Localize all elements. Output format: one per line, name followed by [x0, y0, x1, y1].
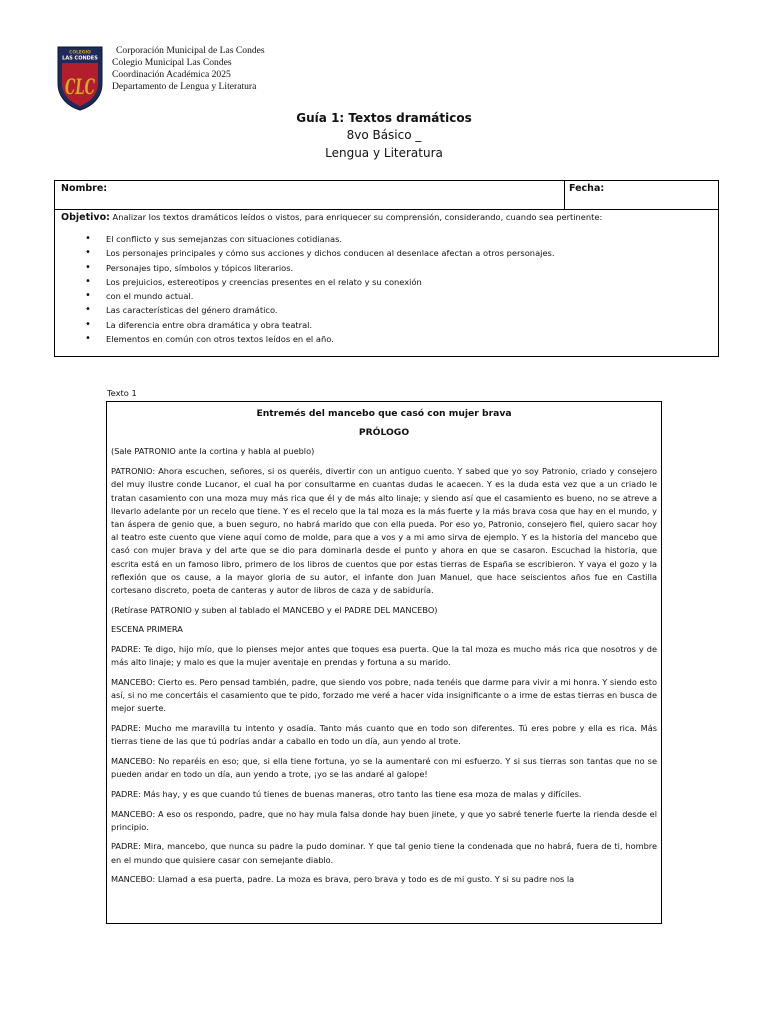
objective-label: Objetivo:: [61, 212, 110, 223]
text-label: Texto 1: [107, 388, 137, 398]
name-date-row: [55, 181, 718, 210]
logo-monogram: CLC: [65, 74, 96, 99]
list-item: • La diferencia entre obra dramática y obra teatral.: [61, 318, 712, 332]
paragraph: (Sale PATRONIO ante la cortina y habla al pueblo): [111, 446, 315, 457]
paragraph: MANCEBO: Cierto es. Pero pensad también, padre, que siendo vos pobre, nada tenéis que darme para vivir a mi honra. Y siendo esto así, si no me concertáis el casamiento que te pido, forzado me veré a hacer vida insignificante o a irme de estas tierras en busca de mejor suerte.: [111, 676, 657, 714]
list-item: • Elementos en común con otros textos leídos en el año.: [61, 332, 712, 346]
play-title: Entremés del mancebo que casó con mujer brava: [256, 408, 512, 419]
paragraph: PADRE: Te digo, hijo mío, que lo pienses mejor antes que toques esa puerta. Que la tal moza es mucho más rica que nosotros y de más alto linaje; y malo es que la mujer aventaje en prendas y fortuna a su marido.: [111, 644, 657, 668]
letterhead-line: Colegio Municipal Las Condes: [112, 57, 232, 68]
subject-label: Lengua y Literatura: [325, 146, 443, 160]
paragraph: MANCEBO: A eso os respondo, padre, que no hay mula falsa donde hay buen jinete, y que yo sabré tenerle fuerte la rienda desde el principio.: [111, 808, 657, 832]
list-item: • con el mundo actual.: [61, 289, 712, 303]
paragraph: PATRONIO: Ahora escuchen, señores, si os queréis, divertir con un antiguo cuento. Y sabed que yo soy Patronio, criado y consejero del muy ilustre conde Lucanor, el cual ha por consultarme en cuantas dudas le acaecen. Y es la duda esta vez que a un criado le tratan casamiento con una moza muy más rica que él y de más alto linaje; y siendo así que el casamiento es bueno, no se atreve a llevarlo adelante por un recelo que tiene. Y es el recelo que la tal moza es la más fuerte y la más brava cosa que hay en el mundo, y tan áspera de genio que, a buen seguro, no habrá marido que con ella pueda. Por eso yo, Patronio, consejero fiel, quiero sacar hoy al teatro este cuento que viene aquí como de molde, para que a vos y a mi amo sirva de ejemplo. Y es la historia del mancebo que casó con mujer brava y del arte que se dio para dominarla desde el punto y ahora en que se casaron. Escuchad la historia, que escrita está en un famoso libro, primero de los libros de cuentos que por estas tierras de España se escribieron. Y vaya el gozo y la reflexión que os cause, a la mayor gloria de su autor, el infante don Juan Manuel, que hace seiscientos años fue en Castilla cortesano discreto, poeta de canteras y autor de libros de caza y de sabiduría.: [111, 466, 657, 595]
objective-section: [55, 210, 718, 347]
paragraph: ESCENA PRIMERA: [111, 624, 183, 635]
objective-text: Analizar los textos dramáticos leídos o vistos, para enriquecer su comprensión, considerando, cuando sea pertinente:: [112, 212, 603, 222]
paragraph: (Retírase PATRONIO y suben al tablado el MANCEBO y el PADRE DEL MANCEBO): [111, 604, 438, 615]
list-item: • El conflicto y sus semejanzas con situaciones cotidianas.: [61, 232, 712, 246]
name-field[interactable]: [55, 181, 565, 209]
paragraph: PADRE: Mucho me maravilla tu intento y osadía. Tanto más cuanto que en todo son diferentes. Tú eres pobre y ella es rica. Más tierras tiene de las que tú podrías andar a caballo en todo un día, aun yendo al trote.: [111, 723, 657, 747]
logo-location-label: LAS CONDES: [62, 55, 98, 62]
paragraph: MANCEBO: Llamad a esa puerta, padre. La moza es brava, pero brava y todo es de mi gusto. Y si su padre nos la: [111, 874, 575, 885]
letterhead-line: Corporación Municipal de Las Condes: [116, 45, 265, 56]
student-info-box: [54, 180, 719, 357]
logo-school-label: COLEGIO: [69, 50, 91, 56]
letterhead-line: Departamento de Lengua y Literatura: [112, 81, 257, 92]
list-item: • Personajes tipo, símbolos y tópicos literarios.: [61, 261, 712, 275]
school-crest-logo: [56, 45, 104, 111]
list-item: • Los prejuicios, estereotipos y creencias presentes en el relato y su conexión: [61, 275, 712, 289]
reading-text-box: [106, 401, 662, 924]
date-label: Fecha:: [569, 183, 605, 194]
section-heading: PRÓLOGO: [358, 427, 410, 439]
paragraph: PADRE: Mira, mancebo, que nunca su padre la pudo dominar. Y que tal genio tiene la condenada que no habrá, fuera de ti, hombre en el mundo que quisiere casar con semejante diablo.: [111, 841, 657, 865]
grade-label: 8vo Básico _: [346, 128, 422, 142]
paragraph: PADRE: Más hay, y es que cuando tú tienes de buenas maneras, otro tanto las tiene esa moza de malas y difíciles.: [111, 788, 582, 799]
letterhead-line: Coordinación Académica 2025: [112, 69, 231, 80]
name-label: Nombre:: [61, 183, 108, 194]
list-item: • Las características del género dramático.: [61, 303, 712, 317]
guide-title-block: [0, 111, 768, 162]
letterhead: [112, 45, 265, 93]
date-field[interactable]: [565, 181, 718, 209]
paragraph: MANCEBO: No reparéis en eso; que, si ella tiene fortuna, yo se la aumentaré con mi esfuerzo. Y si sus tierras son tantas que no se pueden andar en todo un día, aun yendo a trote, ¡yo se las andaré al galope!: [111, 755, 657, 780]
objective-list: [61, 232, 712, 346]
guide-title: Guía 1: Textos dramáticos: [296, 111, 472, 125]
list-item: • Los personajes principales y cómo sus acciones y dichos conducen al desenlace afectan a otros personajes.: [61, 246, 712, 260]
